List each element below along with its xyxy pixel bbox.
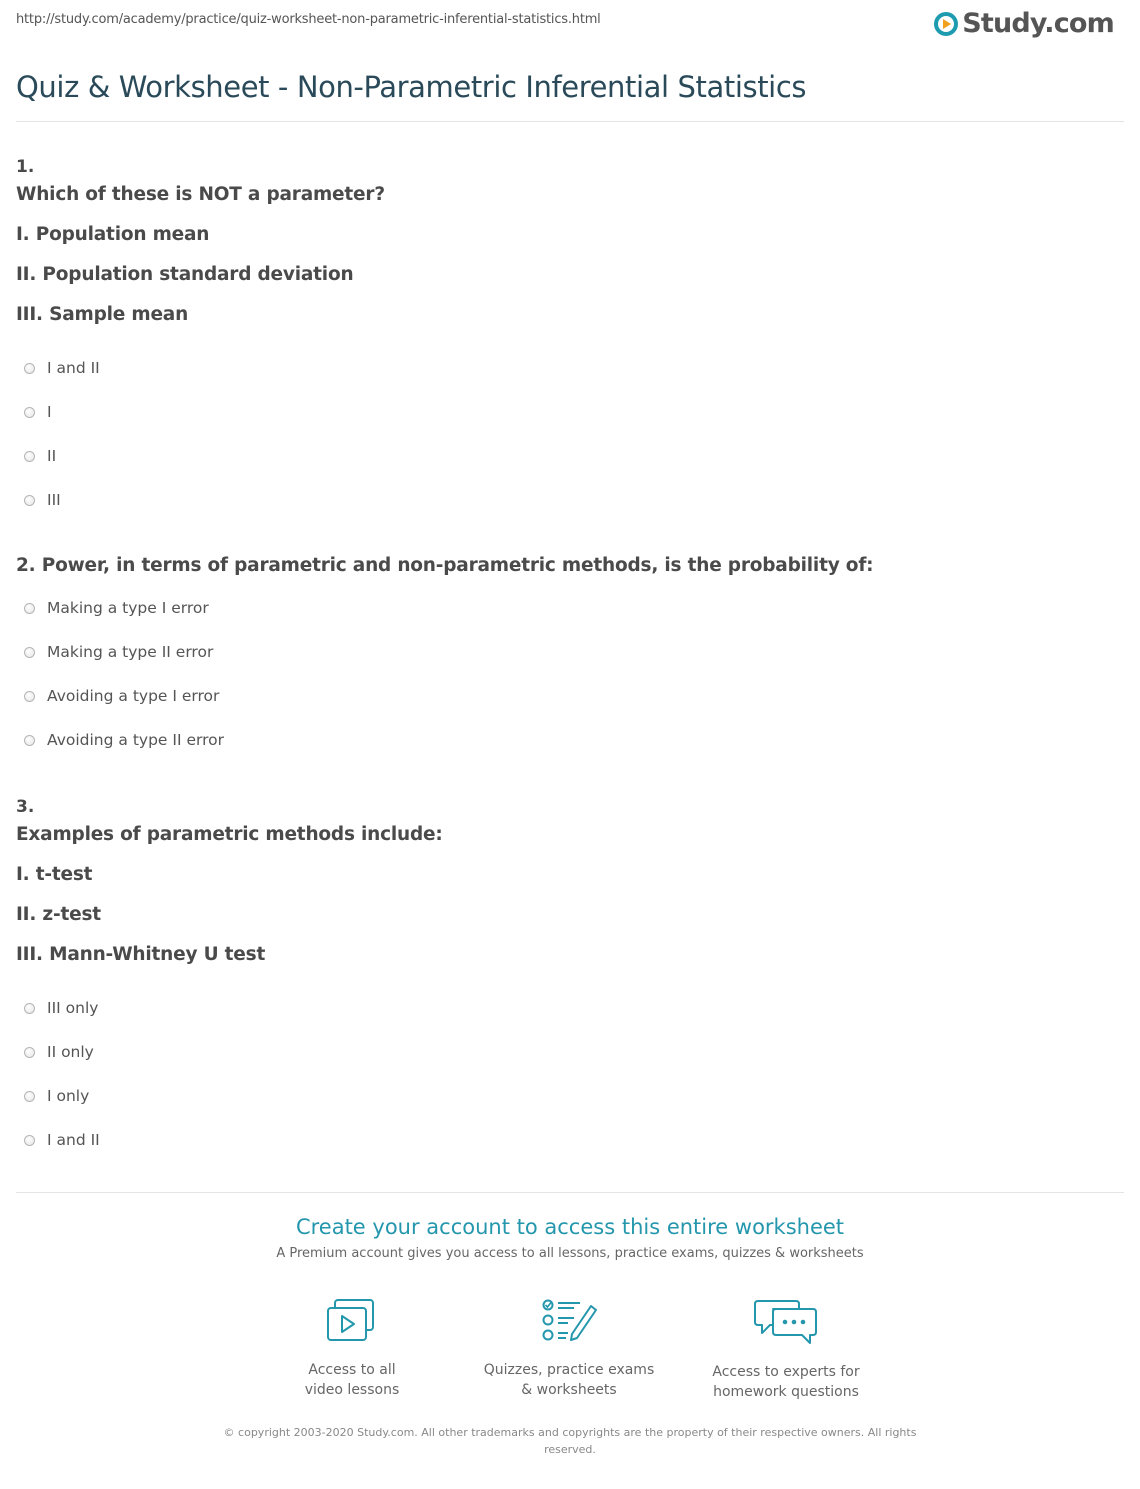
- title-divider: [16, 121, 1124, 122]
- question-2-option-3[interactable]: [24, 687, 219, 705]
- option-label: Avoiding a type II error: [47, 731, 224, 749]
- option-label: Making a type I error: [47, 599, 209, 617]
- study-logo[interactable]: [934, 8, 1114, 40]
- question-1-option-3[interactable]: [24, 447, 56, 465]
- question-3-option-4[interactable]: [24, 1131, 100, 1149]
- question-1-option-4[interactable]: [24, 491, 61, 509]
- question-3-number: 3.: [16, 797, 35, 817]
- question-3-statement-2: II. z-test: [16, 904, 101, 925]
- radio-button[interactable]: [24, 495, 35, 506]
- question-1-option-1[interactable]: [24, 359, 100, 377]
- page-url: http://study.com/academy/practice/quiz-worksheet-non-parametric-inferential-statistics.html: [16, 12, 601, 27]
- feature-video-line-2: video lessons: [304, 1382, 400, 1398]
- study-logo-text: Study.com: [962, 8, 1114, 39]
- option-label: I only: [47, 1087, 90, 1105]
- copyright-line-2: reserved.: [544, 1443, 596, 1456]
- option-label: I and II: [47, 1131, 100, 1149]
- feature-experts-line-2: homework questions: [713, 1384, 859, 1400]
- radio-button[interactable]: [24, 451, 35, 462]
- option-label: Making a type II error: [47, 643, 214, 661]
- question-1-statement-2: II. Population standard deviation: [16, 264, 354, 285]
- question-1-statement-3: III. Sample mean: [16, 304, 189, 325]
- question-3-option-1[interactable]: [24, 999, 98, 1017]
- question-1-option-2[interactable]: [24, 403, 52, 421]
- option-label: II: [47, 447, 57, 465]
- question-1-statement-1: I. Population mean: [16, 224, 210, 245]
- quiz-checklist-icon: [540, 1298, 598, 1344]
- option-label: III only: [47, 999, 99, 1017]
- option-label: I: [47, 403, 52, 421]
- radio-button[interactable]: [24, 1003, 35, 1014]
- question-3-statement-3: III. Mann-Whitney U test: [16, 944, 266, 965]
- question-2-option-2[interactable]: [24, 643, 213, 661]
- question-2-text: 2. Power, in terms of parametric and non-parametric methods, is the probability of:: [16, 555, 874, 576]
- radio-button[interactable]: [24, 603, 35, 614]
- option-label: I and II: [47, 359, 100, 377]
- radio-button[interactable]: [24, 363, 35, 374]
- video-lessons-icon: [325, 1298, 379, 1344]
- questions-divider: [16, 1192, 1124, 1193]
- question-2-option-1[interactable]: [24, 599, 209, 617]
- expert-chat-icon: [754, 1298, 818, 1346]
- radio-button[interactable]: [24, 1135, 35, 1146]
- feature-video-lessons: [252, 1298, 452, 1400]
- create-account-link[interactable]: Create your account to access this entire worksheet: [295, 1215, 845, 1239]
- question-3-statement-1: I. t-test: [16, 864, 93, 885]
- page-title: Quiz & Worksheet - Non-Parametric Inferential Statistics: [16, 70, 807, 104]
- copyright-line-1: © copyright 2003-2020 Study.com. All other trademarks and copyrights are the property of their respective owners. All rights: [223, 1426, 917, 1439]
- radio-button[interactable]: [24, 407, 35, 418]
- option-label: Avoiding a type I error: [47, 687, 220, 705]
- feature-quizzes-line-1: Quizzes, practice exams: [483, 1362, 655, 1378]
- feature-experts-line-1: Access to experts for: [712, 1364, 860, 1380]
- question-3-option-2[interactable]: [24, 1043, 94, 1061]
- radio-button[interactable]: [24, 691, 35, 702]
- question-3-option-3[interactable]: [24, 1087, 89, 1105]
- question-1-text: Which of these is NOT a parameter?: [16, 184, 385, 205]
- option-label: III: [47, 491, 61, 509]
- feature-quizzes: [469, 1298, 669, 1400]
- radio-button[interactable]: [24, 735, 35, 746]
- radio-button[interactable]: [24, 647, 35, 658]
- radio-button[interactable]: [24, 1091, 35, 1102]
- feature-experts: [686, 1298, 886, 1402]
- question-2-option-4[interactable]: [24, 731, 224, 749]
- option-label: II only: [47, 1043, 94, 1061]
- question-3-text: Examples of parametric methods include:: [16, 824, 443, 845]
- copyright-footer: [220, 1424, 920, 1458]
- feature-video-line-1: Access to all: [308, 1362, 396, 1378]
- feature-quizzes-line-2: & worksheets: [521, 1382, 617, 1398]
- study-logo-icon: [934, 12, 958, 36]
- premium-description: A Premium account gives you access to all lessons, practice exams, quizzes & worksheets: [276, 1246, 864, 1261]
- question-1-number: 1.: [16, 157, 35, 177]
- radio-button[interactable]: [24, 1047, 35, 1058]
